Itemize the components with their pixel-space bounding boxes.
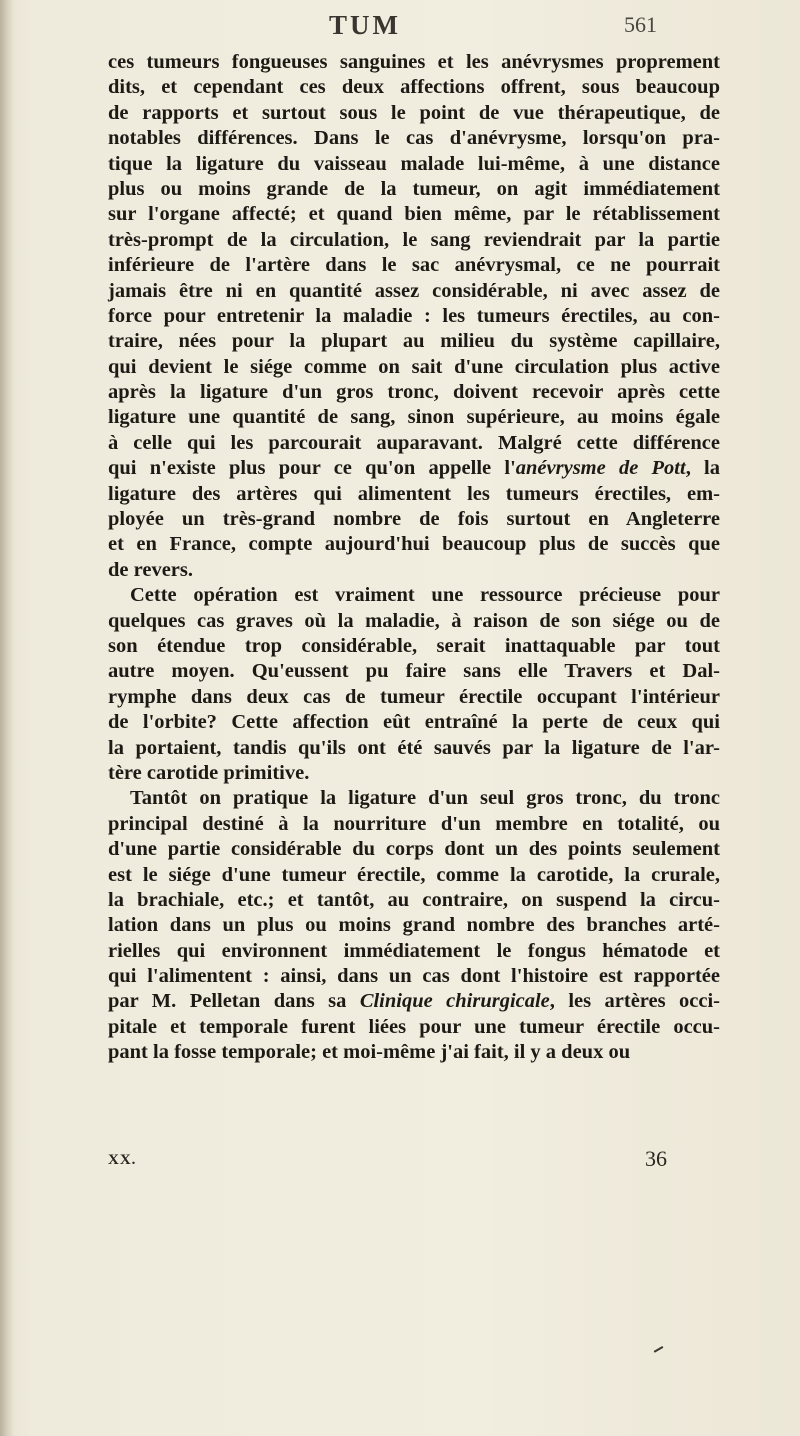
- text-line: par M. Pelletan dans sa Clinique chirurgicale, les artères occi-: [108, 990, 721, 1013]
- sheet-number: 36: [645, 1146, 667, 1171]
- text-line: notables différences. Dans le cas d'anévrysme, lorsqu'on pra-: [108, 127, 720, 150]
- text-line: rymphe dans deux cas de tumeur érectile occupant l'intérieur: [108, 685, 720, 708]
- text-line: d'une partie considérable du corps dont un des points seulement: [108, 838, 720, 861]
- text-line: dits, et cependant ces deux affections offrent, sous beaucoup: [108, 76, 720, 99]
- text-line: ployée un très-grand nombre de fois surtout en Angleterre: [108, 508, 720, 531]
- text-line: inférieure de l'artère dans le sac anévrysmal, ce ne pourrait: [108, 254, 720, 277]
- text-line: ligature une quantité de sang, sinon supérieure, au moins égale: [108, 406, 720, 429]
- text-line: à celle qui les parcourait auparavant. Malgré cette différence: [108, 431, 720, 454]
- text-line: tique la ligature du vaisseau malade lui-même, à une distance: [108, 152, 720, 175]
- text-line: tère carotide primitive.: [108, 761, 310, 784]
- text-line: la portaient, tandis qu'ils ont été sauvés par la ligature de l'ar-: [108, 736, 720, 759]
- text-line: sur l'organe affecté; et quand bien même, par le rétablissement: [108, 203, 720, 226]
- text-line: est le siége d'une tumeur érectile, comme la carotide, la crurale,: [108, 863, 720, 886]
- text-line: et en France, compte aujourd'hui beaucoup plus de succès que: [108, 533, 720, 556]
- text-line: principal destiné à la nourriture d'un membre en totalité, ou: [108, 812, 720, 835]
- text-line: jamais être ni en quantité assez considérable, ni avec assez de: [108, 279, 720, 302]
- text-line: pant la fosse temporale; et moi-même j'ai fait, il y a deux ou: [108, 1041, 631, 1064]
- text-line: de l'orbite? Cette affection eût entraîné la perte de ceux qui: [108, 711, 720, 734]
- text-line: ces tumeurs fongueuses sanguines et les anévrysmes proprement: [108, 51, 720, 73]
- text-line: de rapports et surtout sous le point de vue thérapeutique, de: [108, 101, 720, 124]
- body-text: [108, 50, 720, 1066]
- page-binding-edge: [0, 0, 14, 1436]
- text-line: la brachiale, etc.; et tantôt, au contraire, on suspend la circu-: [108, 888, 720, 911]
- text-line: force pour entretenir la maladie : les tumeurs érectiles, au con-: [108, 304, 720, 327]
- signature-mark: XX.: [108, 1152, 137, 1168]
- text-line: Tantôt on pratique la ligature d'un seul gros tronc, du tronc: [130, 787, 720, 810]
- text-line: ligature des artères qui alimentent les tumeurs érectiles, em-: [108, 482, 720, 505]
- text-line: son étendue trop considérable, serait inattaquable par tout: [108, 634, 720, 657]
- text-line: plus ou moins grande de la tumeur, on agit immédiatement: [108, 177, 720, 200]
- text-line: qui n'existe plus pour ce qu'on appelle l'anévrysme de Pott, la: [108, 457, 720, 480]
- text-line: pitale et temporale furent liées pour une tumeur érectile occu-: [108, 1015, 720, 1038]
- text-line: qui devient le siége comme on sait d'une circulation plus active: [108, 355, 720, 378]
- text-line: autre moyen. Qu'eussent pu faire sans elle Travers et Dal-: [108, 660, 720, 683]
- page-number: 561: [624, 12, 657, 37]
- text-line: de revers.: [108, 558, 194, 581]
- text-line: Cette opération est vraiment une ressource précieuse pour: [130, 584, 720, 607]
- page-header: [0, 10, 800, 46]
- text-line: quelques cas graves où la maladie, à raison de son siége ou de: [108, 609, 720, 632]
- text-line: lation dans un plus ou moins grand nombre des branches arté-: [108, 914, 720, 937]
- text-line: après la ligature d'un gros tronc, doivent recevoir après cette: [108, 381, 720, 404]
- ink-mark: [654, 1346, 667, 1358]
- text-line: traire, nées pour la plupart au milieu du système capillaire,: [108, 330, 720, 353]
- text-line: rielles qui environnent immédiatement le fongus hématode et: [108, 939, 720, 962]
- text-line: qui l'alimentent : ainsi, dans un cas dont l'histoire est rapportée: [108, 965, 720, 988]
- text-line: très-prompt de la circulation, le sang reviendrait par la partie: [108, 228, 720, 251]
- running-title: TUM: [329, 10, 401, 40]
